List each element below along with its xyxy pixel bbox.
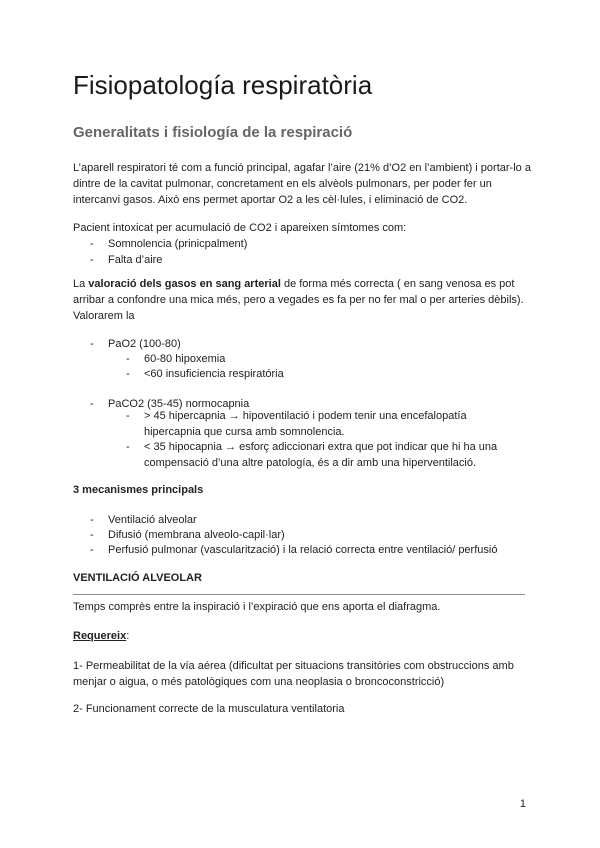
temps-paragraph: Temps comprès entre la inspiració i l’expiració que ens aporta el diafragma. (73, 601, 441, 613)
page-title: Fisiopatología respiratòria (73, 70, 373, 100)
horizontal-divider (73, 594, 525, 595)
mecanismes-title: 3 mecanismes principals (73, 484, 204, 496)
req1-paragraph: 1- Permeabilitat de la vía aérea (dificultat per situacions transitòries com obstruccions amb menjar o aigua, o més patològiques com una neoplasia o broncoconstricció) (73, 660, 514, 688)
sub-list-item: - > 45 hipercapnia → hipoventilació i podem tenir una encefalopatía hipercapnia que cursa amb somnolencia. (126, 410, 467, 438)
requereix-label: Requereix: (73, 630, 130, 642)
page-number: 1 (519, 798, 526, 810)
sub-list-item: - < 35 hipocapnia → esforç adiccionari extra que pot indicar que hi ha una compensació d’una altre patología, és a dir amb una hiperventilació. (126, 441, 498, 469)
page-subtitle: Generalitats i fisiología de la respiració (73, 124, 353, 141)
intro-paragraph: L’aparell respiratori té com a funció principal, agafar l’aire (21% d’O2 en l’ambient) i portar-lo a dintre de la cavitat pulmonar, concretament en els alvèols pulmonars, per poder fer un intercanvi gasos. Això ens permet aportar O2 a les cèl·lules, i eliminació de CO2. (73, 162, 531, 206)
req2-paragraph: 2- Funcionament correcte de la musculatura ventilatoria (73, 703, 345, 715)
valoracio-bold: valoració dels gasos en sang arterial (88, 278, 281, 290)
valoracio-paragraph: La valoració dels gasos en sang arterial de forma més correcta ( en sang venosa es pot arribar a confondre una mica més, pero a vegades es fa per no fer mal o per arteries dèbils). Valorarem la (73, 278, 524, 322)
section-heading: VENTILACIÓ ALVEOLAR (73, 572, 202, 584)
intox-line: Pacient intoxicat per acumulació de CO2 i apareixen símtomes com: (73, 222, 407, 234)
